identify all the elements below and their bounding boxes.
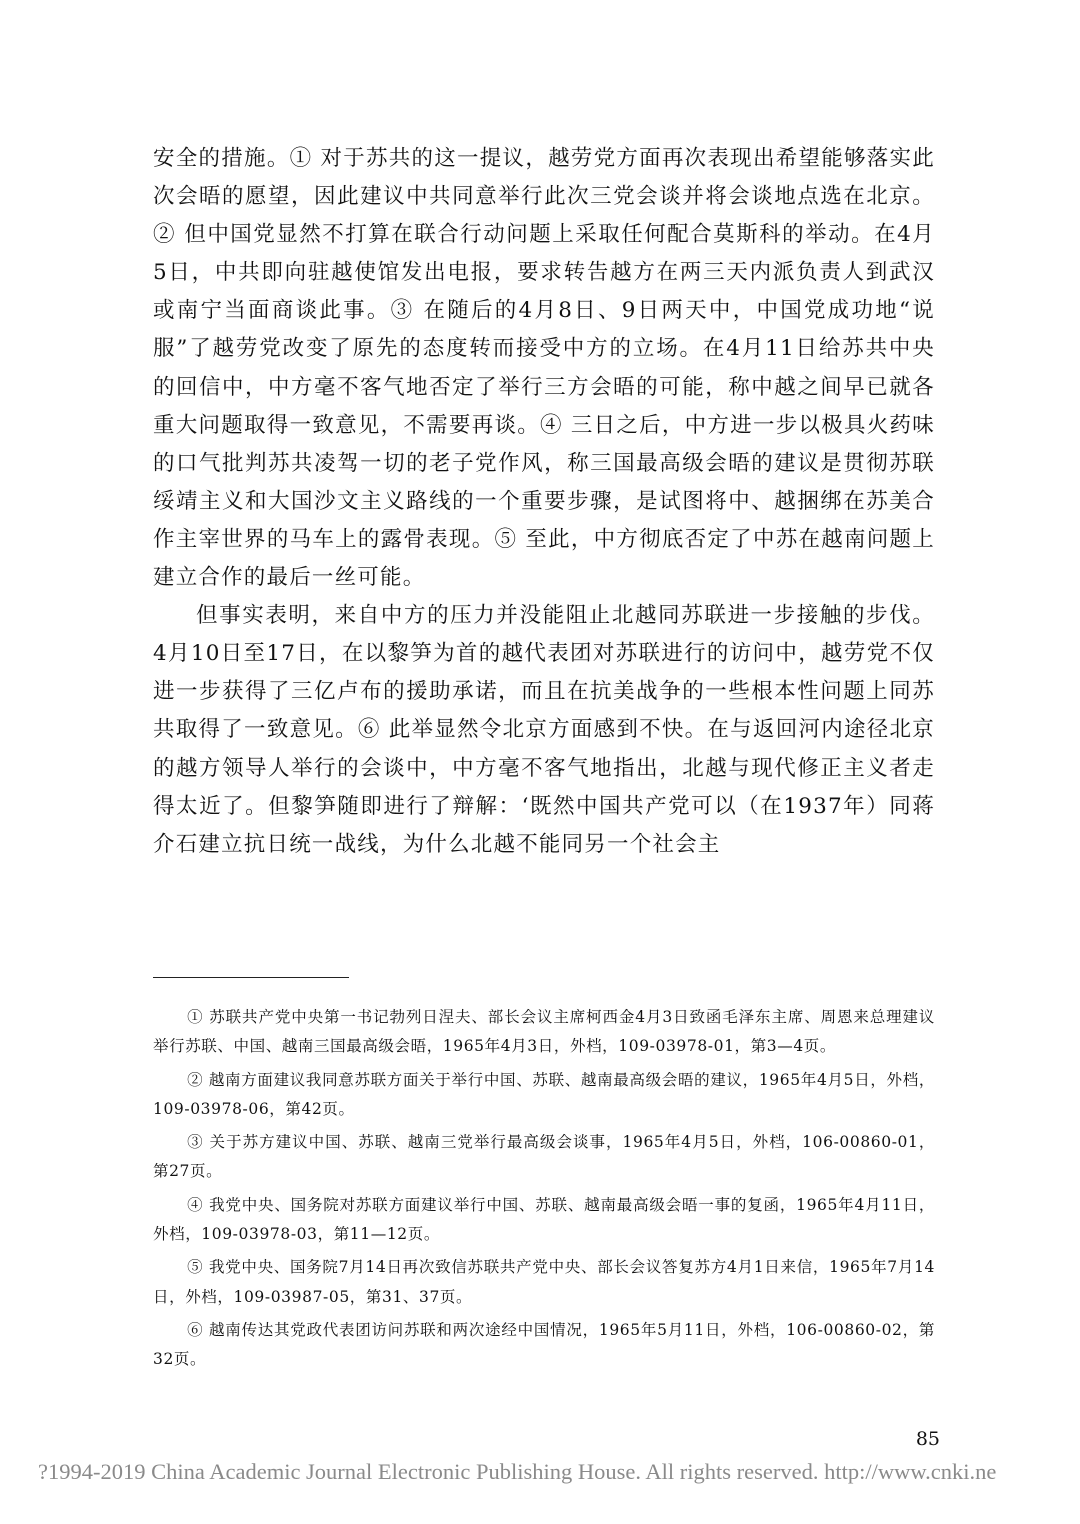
footnotes: [153, 1003, 935, 1379]
footnote-separator: [153, 977, 349, 978]
footnote-4: ④ 我党中央、国务院对苏联方面建议举行中国、苏联、越南最高级会晤一事的复函，1965年4月11日，外档，109-03978-03，第11—12页。: [153, 1195, 935, 1244]
footnote-2: ② 越南方面建议我同意苏联方面关于举行中国、苏联、越南最高级会晤的建议，1965年4月5日，外档，109-03978-06，第42页。: [153, 1070, 935, 1118]
copyright-watermark: ?1994-2019 China Academic Journal Electronic Publishing House. All rights reserved. http://www.cnki.ne: [38, 1459, 997, 1484]
body-paragraph-1: 安全的措施。① 对于苏共的这一提议，越劳党方面再次表现出希望能够落实此次会晤的愿望，因此建议中共同意举行此次三党会谈并将会谈地点选在北京。② 但中国党显然不打算在联合行动问题上采取任何配合莫斯科的举动。在4月5日，中共即向驻越使馆发出电报，要求转告越方在两三天内派负责人到武汉或南宁当面商谈此事。③ 在随后的4月8日、9日两天中，中国党成功地“说服”了越劳党改变了原先的态度转而接受中方的立场。在4月11日给苏共中央的回信中，中方毫不客气地否定了举行三方会晤的可能，称中越之间早已就各重大问题取得一致意见，不需要再谈。④ 三日之后，中方进一步以极具火药味的口气批判苏共凌驾一切的老子党作风，称三国最高级会晤的建议是贯彻苏联绥靖主义和大国沙文主义路线的一个重要步骤，是试图将中、越捆绑在苏美合作主宰世界的马车上的露骨表现。⑤ 至此，中方彻底否定了中苏在越南问题上建立合作的最后一丝可能。: [153, 146, 935, 591]
page-number: 85: [915, 1428, 940, 1450]
footnote-3: ③ 关于苏方建议中国、苏联、越南三党举行最高级会谈事，1965年4月5日，外档，106-00860-01，第27页。: [153, 1133, 935, 1181]
footnote-1: ① 苏联共产党中央第一书记勃列日涅夫、部长会议主席柯西金4月3日致函毛泽东主席、周恩来总理建议举行苏联、中国、越南三国最高级会晤，1965年4月3日，外档，109-03978-01，第3—4页。: [153, 1008, 935, 1056]
footnote-6: ⑥ 越南传达其党政代表团访问苏联和两次途经中国情况，1965年5月11日，外档，106-00860-02，第32页。: [153, 1320, 935, 1369]
footnote-5: ⑤ 我党中央、国务院7月14日再次致信苏联共产党中央、部长会议答复苏方4月1日来信，1965年7月14日，外档，109-03987-05，第31、37页。: [153, 1258, 935, 1306]
article-body: [153, 140, 935, 864]
body-paragraph-2: 但事实表明，来自中方的压力并没能阻止北越同苏联进一步接触的步伐。4月10日至17日，在以黎笋为首的越代表团对苏联进行的访问中，越劳党不仅进一步获得了三亿卢布的援助承诺，而且在抗美战争的一些根本性问题上同苏共取得了一致意见。⑥ 此举显然令北京方面感到不快。在与返回河内途径北京的越方领导人举行的会谈中，中方毫不客气地指出，北越与现代修正主义者走得太近了。但黎笋随即进行了辩解：‘既然中国共产党可以（在1937年）同蒋介石建立抗日统一战线，为什么北越不能同另一个社会主: [153, 603, 935, 857]
